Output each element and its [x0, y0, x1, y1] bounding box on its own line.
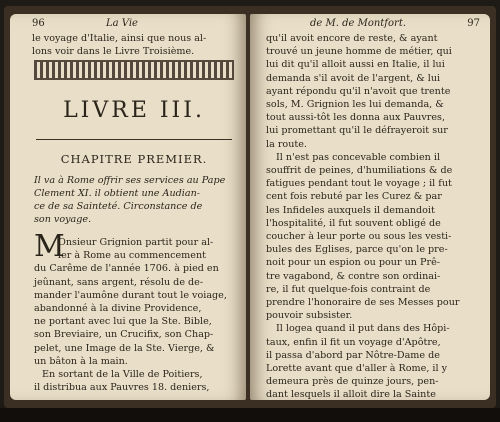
book-title: LIVRE III.	[63, 98, 205, 123]
text-line: coucher à leur porte ou sous les vesti-	[266, 231, 452, 243]
summary-line: ce de sa Sainteté. Circonstance de	[34, 201, 203, 212]
text-line: ayant répondu qu'il n'avoit que trente	[266, 85, 451, 97]
page-number-left: 96	[32, 18, 45, 29]
text-line: son Breviaire, un Crucifix, son Chap-	[34, 329, 214, 341]
summary-line: Il va à Rome offrir ses services au Pape	[34, 175, 226, 186]
text-line: lui dit qu'il alloit aussi en Italie, il lui	[266, 59, 445, 71]
text-line: il passa d'abord par Nôtre-Dame de	[266, 349, 440, 361]
text-line: un bâton à la main.	[34, 355, 128, 367]
text-line: tre vagabond, & contre son ordinai-	[266, 270, 441, 282]
summary-line: son voyage.	[34, 214, 92, 225]
table-surface	[0, 408, 500, 422]
text-line: qu'il avoit encore de reste, & ayant	[266, 33, 438, 44]
divider-rule	[36, 139, 232, 140]
running-header-right: de M. de Montfort.	[310, 18, 407, 29]
continuation-text	[32, 32, 237, 58]
text-line: lui promettant qu'il le défrayeroit sur	[266, 125, 448, 137]
text-line: lons voir dans le Livre Troisième.	[32, 46, 195, 58]
text-line: prendre l'honoraire de ses Messes pour	[266, 297, 460, 309]
text-line: pouvoir subsister.	[266, 310, 353, 322]
text-line: du Carême de l'année 1706. à pied en	[34, 263, 219, 275]
text-line: trouvé un jeune homme de métier, qui	[266, 46, 452, 58]
body-text-right	[266, 32, 484, 400]
text-line: souffrit de peines, d'humiliations & de	[266, 165, 453, 177]
text-line: Il n'est pas concevable combien il	[276, 151, 441, 163]
text-line: la route.	[266, 138, 307, 150]
text-line: abandonné à la divine Providence,	[34, 303, 202, 315]
text-line: Onsieur Grignion partit pour al-	[58, 237, 214, 248]
chapter-title: CHAPITRE PREMIER.	[60, 152, 208, 166]
right-page	[250, 14, 490, 400]
text-line: demeura près de quinze jours, pen-	[266, 376, 439, 388]
text-line: bules des Eglises, parce qu'on le pre-	[266, 244, 448, 256]
text-line: mander l'aumône durant tout le voiage,	[34, 289, 227, 301]
summary-line: Clement XI. il obtient une Audian-	[34, 188, 200, 199]
text-line: noit pour un espion ou pour un Prê-	[266, 257, 440, 269]
text-line: En sortant de la Ville de Poitiers,	[42, 369, 203, 381]
text-line: Il logea quand il put dans des Hôpi-	[276, 323, 450, 335]
text-line: demanda s'il avoit de l'argent, & lui	[266, 72, 441, 84]
text-line: Lorette avant que d'aller à Rome, il y	[266, 363, 448, 375]
text-line: re, il fut quelque-fois contraint de	[266, 283, 431, 295]
text-line: dant lesquels il alloit dire la Sainte	[266, 389, 436, 400]
drop-cap: M	[34, 229, 65, 264]
text-line: fatigues pendant tout le voyage ; il fut	[266, 178, 452, 190]
open-book	[4, 6, 496, 408]
text-line: ne portant avec lui que la Ste. Bible,	[34, 316, 212, 328]
text-line: jeûnant, sans argent, résolu de de-	[34, 276, 204, 288]
text-line: les Infideles auxquels il demandoit	[266, 204, 435, 216]
text-line: taux, enfin il fit un voyage d'Apôtre,	[266, 336, 441, 348]
body-text-left	[34, 236, 242, 394]
text-line: pelet, une Image de la Ste. Vierge, &	[34, 342, 215, 354]
text-line: le voyage d'Italie, ainsi que nous al-	[32, 33, 207, 44]
text-line: l'hospitalité, il fut souvent obligé de	[266, 217, 441, 229]
left-page	[10, 14, 246, 400]
text-line: il distribua aux Pauvres 18. deniers,	[34, 382, 210, 394]
ornament-band	[34, 60, 234, 80]
text-line: cent fois rebuté par les Curez & par	[266, 191, 442, 203]
running-header-left: La Vie	[106, 18, 138, 29]
text-line: tout aussi-tôt les donna aux Pauvres,	[266, 112, 446, 124]
text-line: sols, M. Grignion les lui demanda, &	[266, 99, 444, 111]
chapter-summary	[34, 174, 239, 226]
text-line: ler à Rome au commencement	[58, 250, 206, 262]
page-number-right: 97	[467, 18, 480, 29]
